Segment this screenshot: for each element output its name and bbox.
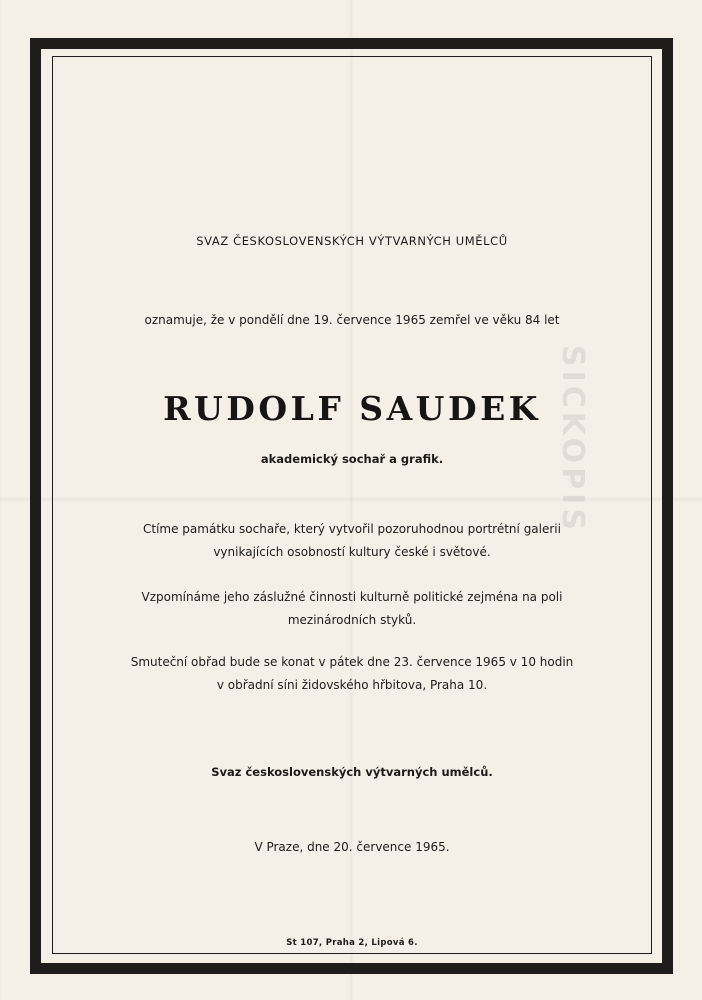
place-and-date: V Praze, dne 20. července 1965. xyxy=(254,840,450,854)
tribute-paragraph-1-line-2: vynikajících osobností kultury české i světové. xyxy=(213,545,491,559)
notice-content xyxy=(60,56,644,954)
printer-imprint: St 107, Praha 2, Lipová 6. xyxy=(286,938,418,948)
tribute-paragraph-2-line-1: Vzpomínáme jeho záslužné činnosti kulturně politické zejména na poli xyxy=(141,590,563,604)
funeral-details-line-2: v obřadní síni židovského hřbitova, Praha 10. xyxy=(216,678,488,692)
signature-organization: Svaz československých výtvarných umělců. xyxy=(211,765,493,779)
funeral-details-line-1: Smuteční obřad bude se konat v pátek dne 23. července 1965 v 10 hodin xyxy=(130,655,574,669)
deceased-name: RUDOLF SAUDEK xyxy=(163,389,541,428)
tribute-paragraph-1-line-1: Ctíme památku sochaře, který vytvořil pozoruhodnou portrétní galerii xyxy=(143,522,561,536)
tribute-paragraph-1 xyxy=(60,518,644,564)
organization-heading: SVAZ ČESKOSLOVENSKÝCH VÝTVARNÝCH UMĚLCŮ xyxy=(196,234,508,248)
deceased-title: akademický sochař a grafik. xyxy=(260,452,444,466)
tribute-paragraph-2-line-2: mezinárodních styků. xyxy=(287,613,417,627)
bleed-through-text: SICKOPIS xyxy=(555,345,590,534)
funeral-details xyxy=(60,651,644,697)
death-announcement: oznamuje, že v pondělí dne 19. července 1965 zemřel ve věku 84 let xyxy=(144,313,560,327)
tribute-paragraph-2 xyxy=(60,586,644,632)
